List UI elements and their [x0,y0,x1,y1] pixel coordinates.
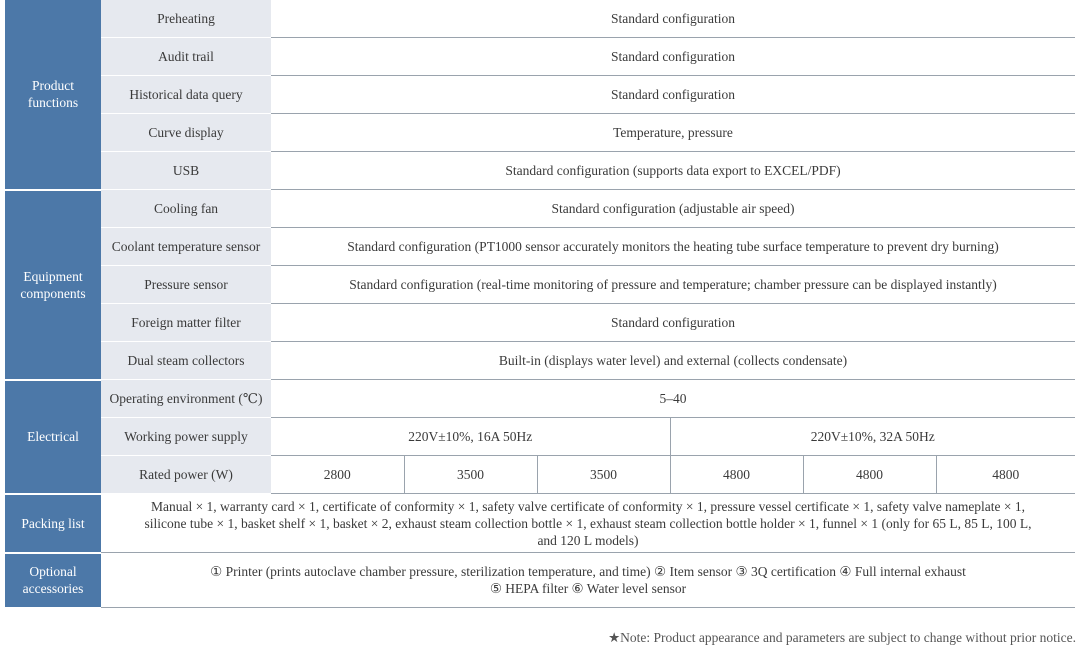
section-optional-accessories: Optional accessories [5,553,101,608]
packing-list-value [101,494,1075,553]
table-row [5,380,1075,418]
rated-power-cell: 3500 [404,456,537,494]
table-row [5,304,1075,342]
table-row [5,266,1075,304]
table-row [5,76,1075,114]
row-label-audit-trail: Audit trail [101,38,271,76]
row-label-coolant-temperature-sensor: Coolant temperature sensor [101,228,271,266]
rated-power-cell: 2800 [271,456,404,494]
section-equipment-components: Equipment components [5,190,101,380]
row-label-preheating: Preheating [101,0,271,38]
row-label-foreign-matter-filter: Foreign matter filter [101,304,271,342]
table-row [5,494,1075,553]
packing-list-line: and 120 L models) [537,532,639,548]
row-label-historical-data-query: Historical data query [101,76,271,114]
table-row [5,0,1075,38]
table-row [5,456,1075,494]
packing-list-line: Manual × 1, warranty card × 1, certificate of conformity × 1, safety valve certificate of conformity × 1, pressure vessel certificate × 1, safety valve nameplate × 1, [150,498,1026,514]
row-label-rated-power: Rated power (W) [101,456,271,494]
table-row [5,418,1075,456]
row-value-power-supply-32a: 220V±10%, 32A 50Hz [670,418,1075,456]
optional-accessories-line: ① Printer (prints autoclave chamber pressure, sterilization temperature, and time) ② Item sensor ③ 3Q certification ④ Full internal exhaust [210,564,966,579]
row-value-coolant-temperature-sensor: Standard configuration (PT1000 sensor accurately monitors the heating tube surface temperature to prevent dry burning) [271,228,1075,266]
row-value-curve-display: Temperature, pressure [271,114,1075,152]
table-row [5,38,1075,76]
row-value-pressure-sensor: Standard configuration (real-time monitoring of pressure and temperature; chamber pressure can be displayed instantly) [271,266,1075,304]
row-value-historical-data-query: Standard configuration [271,76,1075,114]
row-value-foreign-matter-filter: Standard configuration [271,304,1075,342]
row-label-usb: USB [101,152,271,190]
row-value-cooling-fan: Standard configuration (adjustable air speed) [271,190,1075,228]
optional-accessories-line: ⑤ HEPA filter ⑥ Water level sensor [489,581,687,596]
row-value-preheating: Standard configuration [271,0,1075,38]
row-value-power-supply-16a: 220V±10%, 16A 50Hz [271,418,670,456]
row-label-operating-environment: Operating environment (℃) [101,380,271,418]
rated-power-cell: 4800 [803,456,936,494]
packing-list-line: silicone tube × 1, basket shelf × 1, basket × 2, exhaust steam collection bottle × 1, exhaust steam collection bottle holder × 1, funnel × 1 (only for 65 L, 85 L, 100 L, [144,515,1032,531]
row-value-operating-environment: 5–40 [271,380,1075,418]
table-row [5,190,1075,228]
row-value-audit-trail: Standard configuration [271,38,1075,76]
row-label-dual-steam-collectors: Dual steam collectors [101,342,271,380]
optional-accessories-value [101,553,1075,608]
table-row [5,152,1075,190]
row-label-pressure-sensor: Pressure sensor [101,266,271,304]
section-product-functions: Product functions [5,0,101,190]
row-label-working-power-supply: Working power supply [101,418,271,456]
section-packing-list: Packing list [5,494,101,553]
table-row [5,114,1075,152]
table-row [5,553,1075,608]
row-value-dual-steam-collectors: Built-in (displays water level) and external (collects condensate) [271,342,1075,380]
table-row [5,228,1075,266]
row-label-cooling-fan: Cooling fan [101,190,271,228]
spec-table [5,0,1075,609]
table-row [5,342,1075,380]
rated-power-cell: 4800 [936,456,1075,494]
row-label-curve-display: Curve display [101,114,271,152]
rated-power-cell: 3500 [537,456,670,494]
footnote: ★Note: Product appearance and parameters are subject to change without prior notice. [608,630,1076,645]
rated-power-cell: 4800 [670,456,803,494]
row-value-usb: Standard configuration (supports data export to EXCEL/PDF) [271,152,1075,190]
section-electrical: Electrical [5,380,101,494]
